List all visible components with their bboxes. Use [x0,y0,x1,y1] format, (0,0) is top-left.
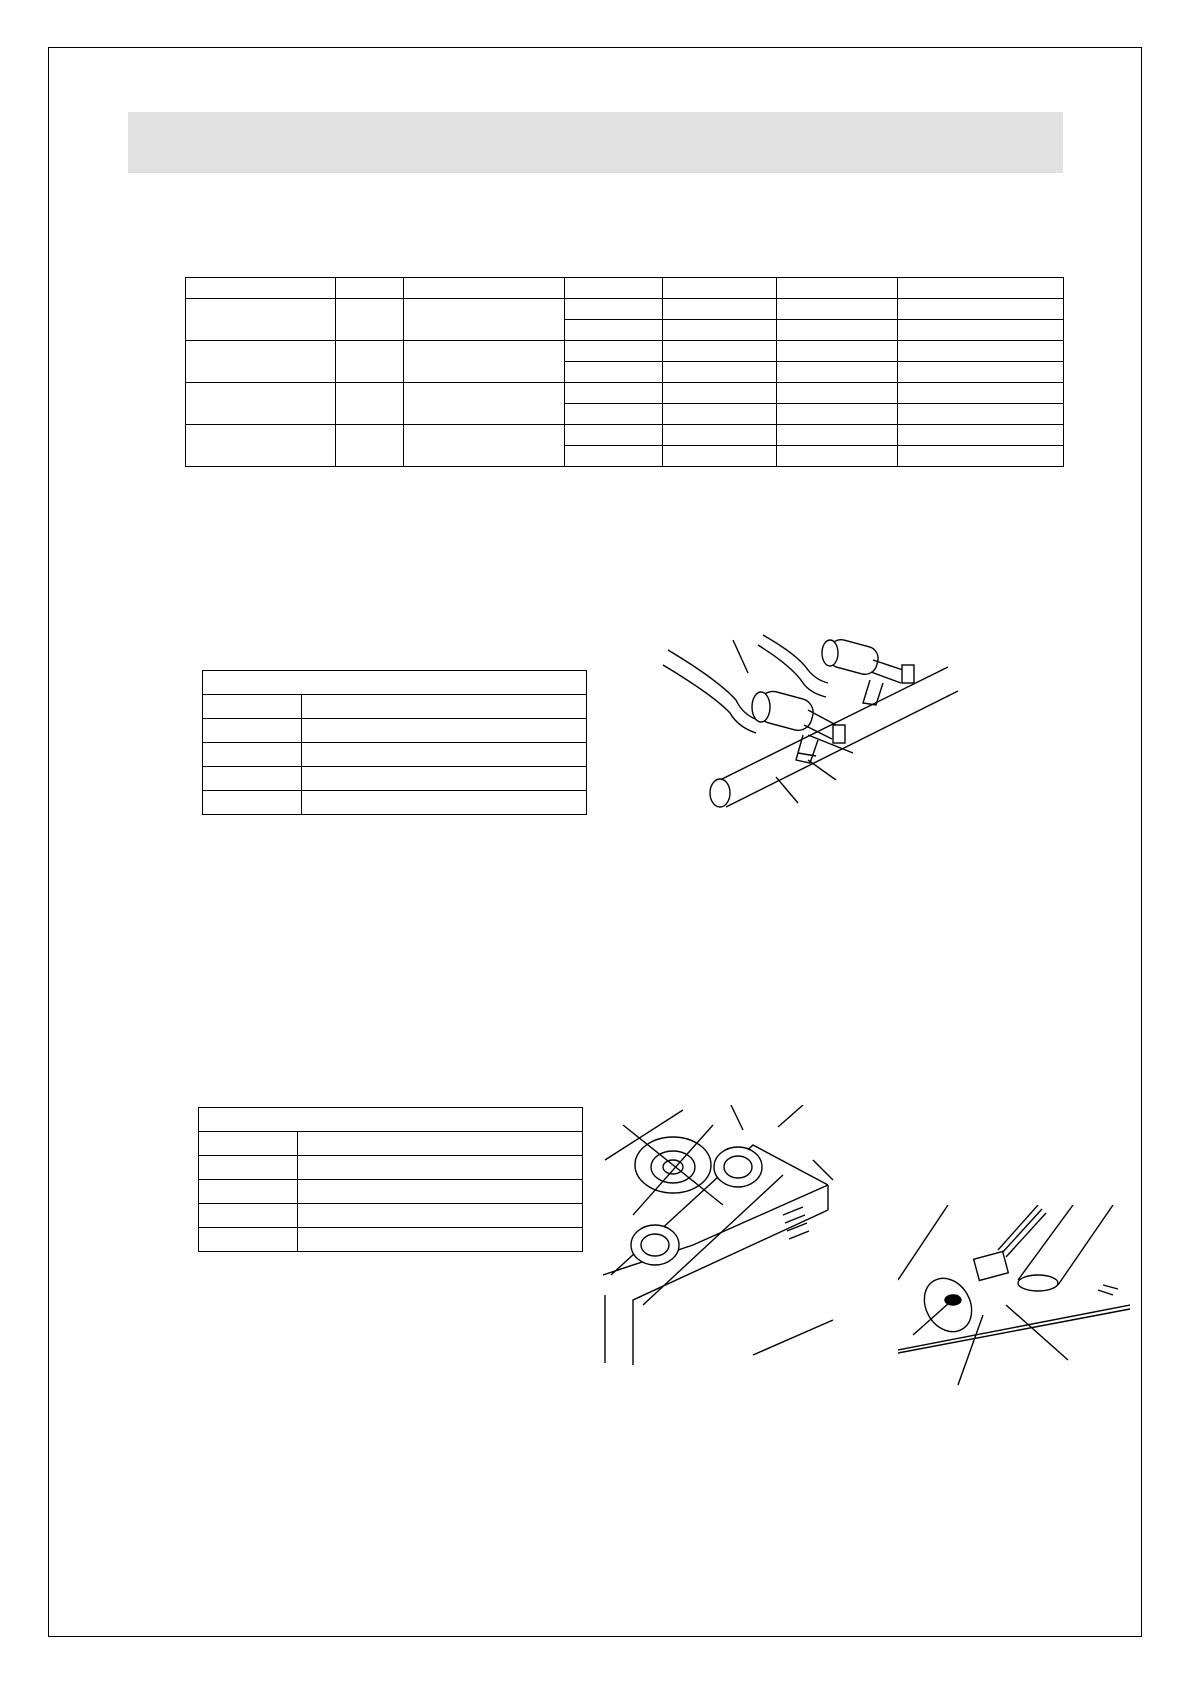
table-cell [663,446,777,467]
table-cell [663,320,777,341]
table-header-cell [186,278,336,299]
table-cell [298,1132,583,1156]
table-cell [302,719,587,743]
table-cell [777,383,898,404]
table-cell [898,320,1064,341]
table-cell [565,362,663,383]
table-cell [565,299,663,320]
table-cell [777,341,898,362]
table-cell [199,1132,298,1156]
table-header-cell [898,278,1064,299]
table-cell [336,341,404,383]
table-header-cell [663,278,777,299]
section-header-band [128,112,1063,173]
table-cell [203,695,302,719]
table-cell [777,446,898,467]
table-row [186,341,1064,362]
table-cell [298,1204,583,1228]
table-cell [777,425,898,446]
table-cell [203,791,302,815]
table-cell [298,1180,583,1204]
table-cell [663,425,777,446]
table-cell [336,425,404,467]
table-cell [898,362,1064,383]
table-cell [404,299,565,341]
parts-table-title-row [199,1108,583,1132]
table-cell [663,341,777,362]
table-row [186,425,1064,446]
parts-table-2 [198,1107,583,1252]
table-row [199,1228,583,1252]
table-row [199,1180,583,1204]
table-cell [898,425,1064,446]
table-header-cell [777,278,898,299]
figure-detail-closeup [898,1205,1130,1390]
table-row [199,1156,583,1180]
table-cell [777,299,898,320]
table-cell [203,767,302,791]
table-row [203,719,587,743]
table-cell [898,404,1064,425]
table-cell [663,362,777,383]
table-cell [302,743,587,767]
table-cell [663,404,777,425]
table-cell [663,299,777,320]
table-cell [404,425,565,467]
table-cell [565,425,663,446]
table-cell [199,1156,298,1180]
table-cell [186,383,336,425]
table-row [199,1132,583,1156]
table-cell [663,383,777,404]
table-cell [898,383,1064,404]
table-cell [298,1156,583,1180]
figure-handlebar-assembly [658,625,970,825]
spec-table [185,277,1064,467]
table-cell [565,341,663,362]
table-cell [203,719,302,743]
parts-table-1 [202,670,587,815]
table-cell [302,791,587,815]
table-cell [565,320,663,341]
table-cell [898,299,1064,320]
table-cell [203,743,302,767]
table-cell [302,767,587,791]
table-cell [199,1180,298,1204]
figure-deck-assembly [603,1105,863,1365]
table-cell [186,425,336,467]
table-cell [898,341,1064,362]
parts-table-title [199,1108,583,1132]
table-cell [777,404,898,425]
table-cell [565,446,663,467]
table-cell [565,383,663,404]
table-cell [777,362,898,383]
table-cell [336,299,404,341]
table-cell [777,320,898,341]
table-header-cell [404,278,565,299]
table-cell [199,1228,298,1252]
table-cell [404,383,565,425]
table-cell [336,383,404,425]
table-cell [898,446,1064,467]
table-header-cell [565,278,663,299]
table-row [203,791,587,815]
table-row [203,695,587,719]
parts-table-title-row [203,671,587,695]
table-cell [302,695,587,719]
table-cell [404,341,565,383]
table-cell [199,1204,298,1228]
table-row [199,1204,583,1228]
table-cell [186,299,336,341]
table-row [186,299,1064,320]
table-cell [565,404,663,425]
table-header-row [186,278,1064,299]
table-row [203,743,587,767]
table-row [203,767,587,791]
table-row [186,383,1064,404]
table-header-cell [336,278,404,299]
parts-table-title [203,671,587,695]
table-cell [186,341,336,383]
table-cell [298,1228,583,1252]
